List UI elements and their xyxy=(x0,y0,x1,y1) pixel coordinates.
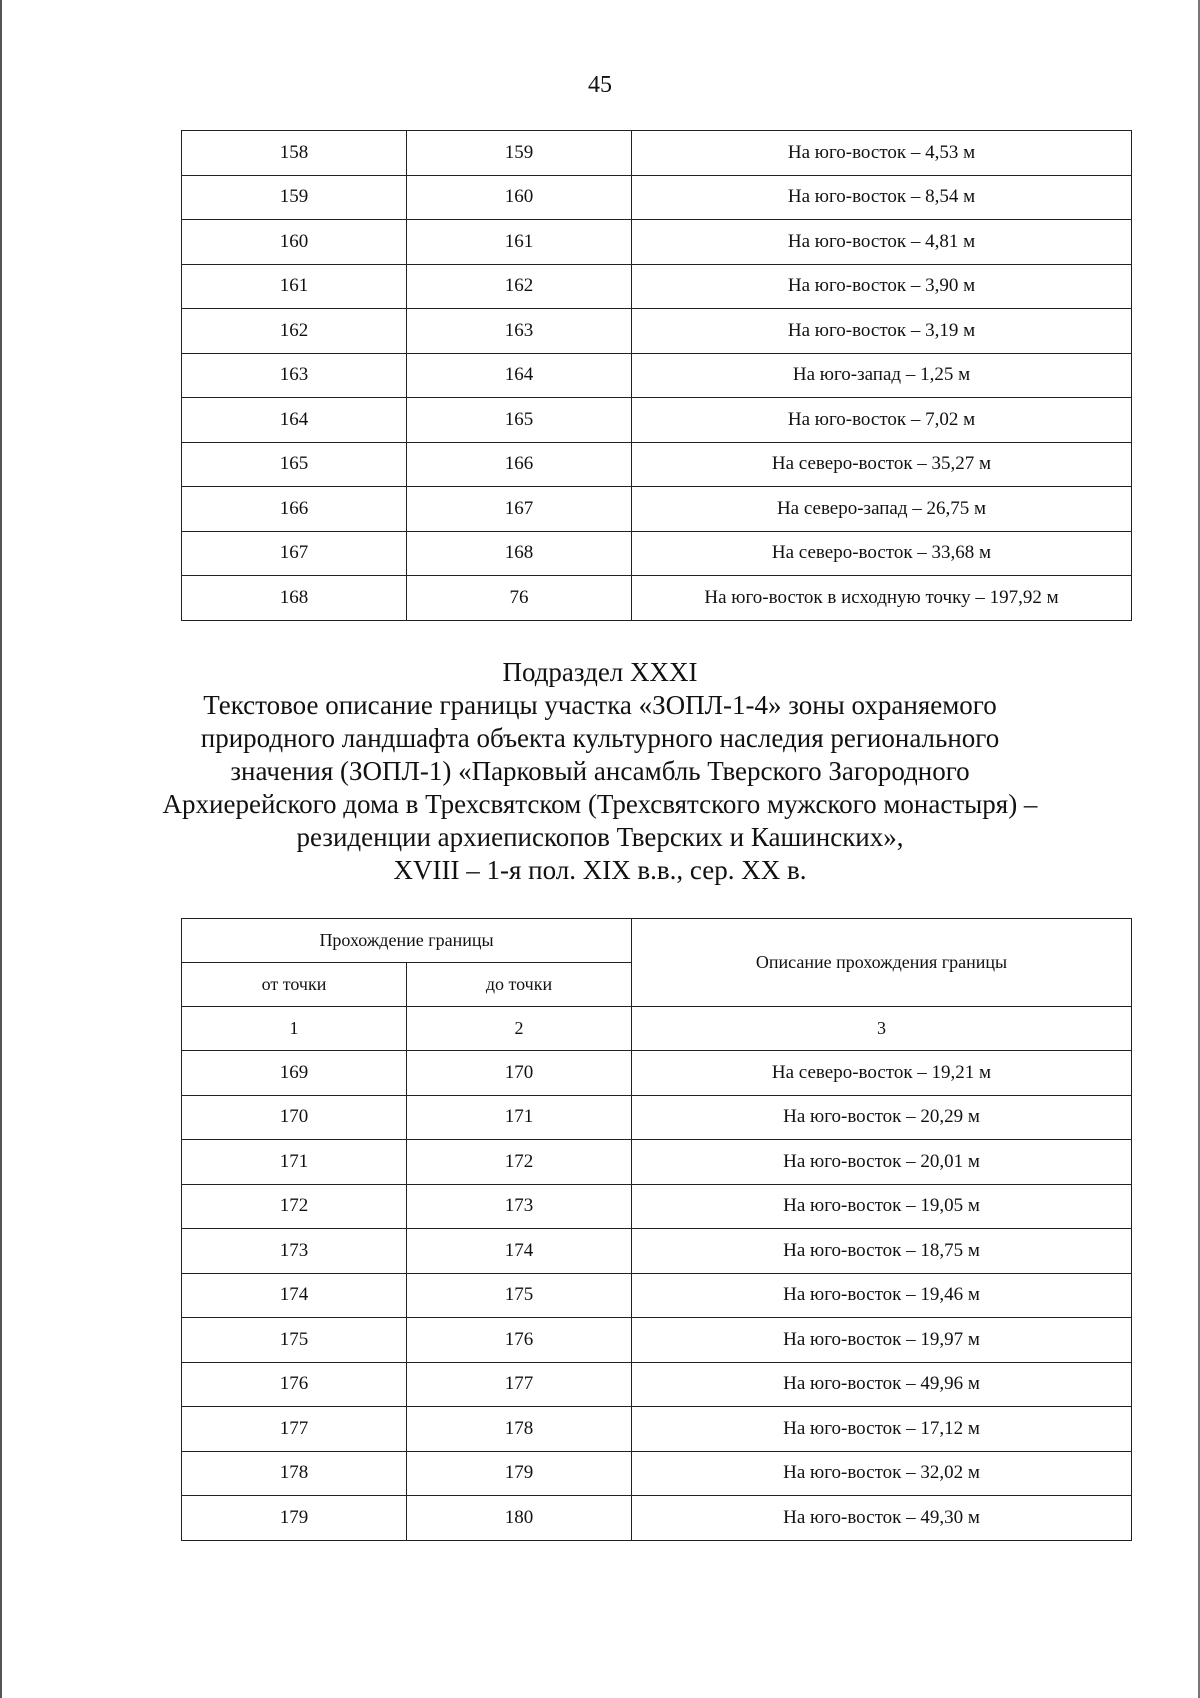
table-row xyxy=(182,1451,1132,1496)
cell-description: На юго-восток в исходную точку – 197,92 м xyxy=(632,576,1132,621)
cell-to-point: 180 xyxy=(407,1496,632,1541)
cell-to-point: 159 xyxy=(407,131,632,176)
table-row xyxy=(182,531,1132,576)
cell-description: На северо-восток – 33,68 м xyxy=(632,531,1132,576)
table-row xyxy=(182,264,1132,309)
table-row xyxy=(182,131,1132,176)
cell-to-point: 164 xyxy=(407,353,632,398)
cell-description: На юго-восток – 18,75 м xyxy=(632,1229,1132,1274)
table-row xyxy=(182,1140,1132,1185)
cell-to-point: 163 xyxy=(407,309,632,354)
cell-description: На юго-восток – 49,96 м xyxy=(632,1362,1132,1407)
cell-from-point: 167 xyxy=(182,531,407,576)
header-from-point: от точки xyxy=(182,963,407,1007)
column-number: 2 xyxy=(407,1007,632,1051)
cell-description: На юго-восток – 3,90 м xyxy=(632,264,1132,309)
cell-from-point: 179 xyxy=(182,1496,407,1541)
cell-from-point: 158 xyxy=(182,131,407,176)
cell-from-point: 159 xyxy=(182,175,407,220)
section-description-line: резиденции архиепископов Тверских и Кашинских», xyxy=(296,822,904,852)
table-body xyxy=(182,1051,1132,1541)
table-row xyxy=(182,576,1132,621)
header-number-row xyxy=(182,1007,1132,1051)
cell-to-point: 170 xyxy=(407,1051,632,1096)
cell-description: На северо-запад – 26,75 м xyxy=(632,487,1132,532)
cell-from-point: 171 xyxy=(182,1140,407,1185)
table-row xyxy=(182,1496,1132,1541)
cell-description: На юго-восток – 19,97 м xyxy=(632,1318,1132,1363)
cell-to-point: 175 xyxy=(407,1273,632,1318)
cell-description: На юго-восток – 8,54 м xyxy=(632,175,1132,220)
cell-from-point: 178 xyxy=(182,1451,407,1496)
cell-description: На юго-восток – 4,53 м xyxy=(632,131,1132,176)
header-row xyxy=(182,919,1132,963)
cell-description: На юго-восток – 32,02 м xyxy=(632,1451,1132,1496)
table-row xyxy=(182,1407,1132,1452)
table-row xyxy=(182,1184,1132,1229)
table-row xyxy=(182,442,1132,487)
cell-to-point: 166 xyxy=(407,442,632,487)
cell-description: На юго-запад – 1,25 м xyxy=(632,353,1132,398)
cell-description: На юго-восток – 20,01 м xyxy=(632,1140,1132,1185)
boundary-table xyxy=(181,918,1132,1541)
table-row xyxy=(182,1229,1132,1274)
cell-description: На юго-восток – 49,30 м xyxy=(632,1496,1132,1541)
cell-to-point: 171 xyxy=(407,1095,632,1140)
table-row xyxy=(182,487,1132,532)
table-row xyxy=(182,1318,1132,1363)
section-description-line: Архиерейского дома в Трехсвятском (Трехсвятского мужского монастыря) – xyxy=(162,789,1038,819)
cell-description: На юго-восток – 20,29 м xyxy=(632,1095,1132,1140)
cell-description: На северо-восток – 35,27 м xyxy=(632,442,1132,487)
column-number: 1 xyxy=(182,1007,407,1051)
cell-to-point: 167 xyxy=(407,487,632,532)
cell-to-point: 168 xyxy=(407,531,632,576)
cell-from-point: 161 xyxy=(182,264,407,309)
cell-from-point: 164 xyxy=(182,398,407,443)
cell-from-point: 168 xyxy=(182,576,407,621)
cell-from-point: 163 xyxy=(182,353,407,398)
cell-to-point: 76 xyxy=(407,576,632,621)
cell-from-point: 162 xyxy=(182,309,407,354)
cell-to-point: 172 xyxy=(407,1140,632,1185)
page-number: 45 xyxy=(588,72,612,98)
table-row xyxy=(182,1095,1132,1140)
cell-to-point: 174 xyxy=(407,1229,632,1274)
cell-description: На юго-восток – 17,12 м xyxy=(632,1407,1132,1452)
cell-to-point: 173 xyxy=(407,1184,632,1229)
cell-to-point: 161 xyxy=(407,220,632,265)
cell-from-point: 176 xyxy=(182,1362,407,1407)
table-row xyxy=(182,1051,1132,1096)
header-boundary-passage: Прохождение границы xyxy=(182,919,632,963)
cell-from-point: 177 xyxy=(182,1407,407,1452)
cell-to-point: 178 xyxy=(407,1407,632,1452)
cell-description: На северо-восток – 19,21 м xyxy=(632,1051,1132,1096)
section-title: Подраздел XXXI xyxy=(502,657,698,687)
section-heading xyxy=(100,656,1100,887)
table-body xyxy=(182,131,1132,621)
cell-from-point: 170 xyxy=(182,1095,407,1140)
cell-to-point: 165 xyxy=(407,398,632,443)
cell-from-point: 160 xyxy=(182,220,407,265)
table-row xyxy=(182,220,1132,265)
cell-from-point: 169 xyxy=(182,1051,407,1096)
cell-from-point: 166 xyxy=(182,487,407,532)
cell-to-point: 176 xyxy=(407,1318,632,1363)
cell-from-point: 173 xyxy=(182,1229,407,1274)
cell-from-point: 165 xyxy=(182,442,407,487)
table-row xyxy=(182,1273,1132,1318)
column-number: 3 xyxy=(632,1007,1132,1051)
cell-to-point: 162 xyxy=(407,264,632,309)
section-description-line: значения (ЗОПЛ-1) «Парковый ансамбль Тверского Загородного xyxy=(230,756,970,786)
header-to-point: до точки xyxy=(407,963,632,1007)
table-row xyxy=(182,309,1132,354)
cell-description: На юго-восток – 3,19 м xyxy=(632,309,1132,354)
cell-to-point: 179 xyxy=(407,1451,632,1496)
cell-from-point: 174 xyxy=(182,1273,407,1318)
boundary-table-continued xyxy=(181,130,1132,621)
cell-description: На юго-восток – 4,81 м xyxy=(632,220,1132,265)
cell-from-point: 172 xyxy=(182,1184,407,1229)
table-header xyxy=(182,919,1132,1051)
section-description-line: XVIII – 1-я пол. XIX в.в., сер. XX в. xyxy=(393,855,807,885)
cell-from-point: 175 xyxy=(182,1318,407,1363)
scan-border-left xyxy=(0,0,2,1698)
section-description-line: природного ландшафта объекта культурного наследия регионального xyxy=(200,723,1000,753)
cell-description: На юго-восток – 19,46 м xyxy=(632,1273,1132,1318)
section-description-line: Текстовое описание границы участка «ЗОПЛ-1-4» зоны охраняемого xyxy=(203,690,997,720)
cell-description: На юго-восток – 19,05 м xyxy=(632,1184,1132,1229)
cell-description: На юго-восток – 7,02 м xyxy=(632,398,1132,443)
cell-to-point: 177 xyxy=(407,1362,632,1407)
table-row xyxy=(182,353,1132,398)
table-row xyxy=(182,1362,1132,1407)
header-description: Описание прохождения границы xyxy=(632,919,1132,1007)
table-row xyxy=(182,398,1132,443)
cell-to-point: 160 xyxy=(407,175,632,220)
table-row xyxy=(182,175,1132,220)
